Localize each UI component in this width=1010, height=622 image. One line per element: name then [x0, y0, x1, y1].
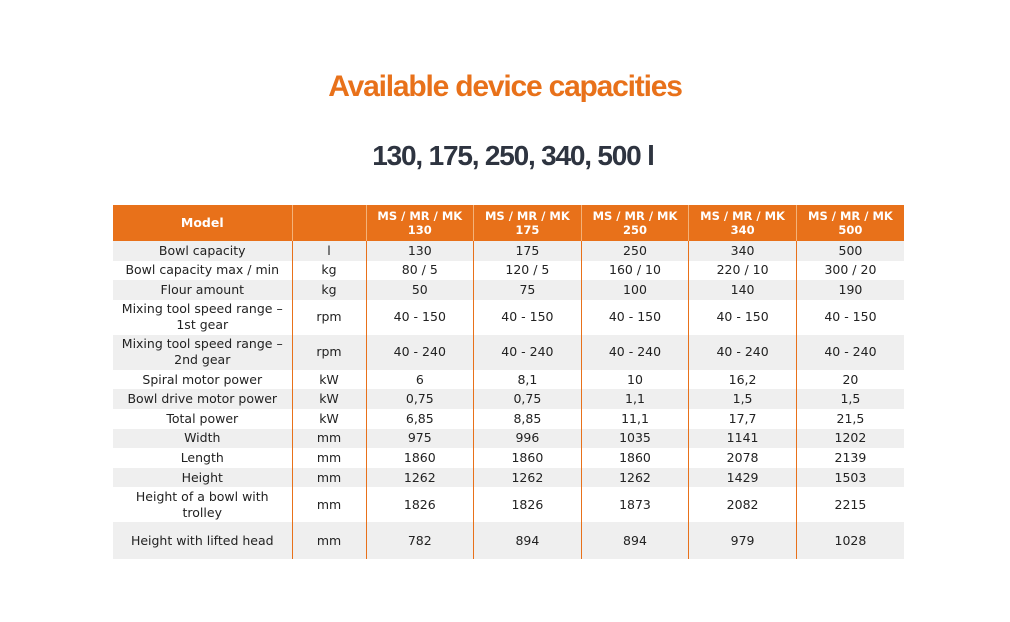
row-value: 120 / 5	[474, 261, 582, 281]
row-value: 21,5	[796, 409, 904, 429]
row-value: 1202	[796, 429, 904, 449]
row-label: Flour amount	[113, 280, 292, 300]
table-row	[113, 335, 904, 370]
header-model-175: MS / MR / MK 175	[474, 205, 582, 241]
row-value: 1,5	[796, 389, 904, 409]
row-value: 17,7	[689, 409, 797, 429]
row-value: 1860	[474, 448, 582, 468]
row-label: Bowl drive motor power	[113, 389, 292, 409]
row-value: 40 - 150	[796, 300, 904, 335]
row-unit: rpm	[292, 300, 366, 335]
row-label: Mixing tool speed range – 2nd gear	[113, 335, 292, 370]
table-row	[113, 389, 904, 409]
row-unit: kW	[292, 389, 366, 409]
row-value: 1826	[366, 487, 474, 522]
header-model-340: MS / MR / MK 340	[689, 205, 797, 241]
row-value: 1141	[689, 429, 797, 449]
table-row	[113, 241, 904, 261]
row-label: Height	[113, 468, 292, 488]
row-value: 1503	[796, 468, 904, 488]
header-unit	[292, 205, 366, 241]
row-value: 40 - 240	[689, 335, 797, 370]
table-row	[113, 522, 904, 559]
row-value: 100	[581, 280, 689, 300]
capacity-table	[113, 205, 904, 559]
row-value: 1,5	[689, 389, 797, 409]
row-value: 1028	[796, 522, 904, 559]
row-unit: kg	[292, 280, 366, 300]
row-value: 1035	[581, 429, 689, 449]
row-value: 20	[796, 370, 904, 390]
table-header-row	[113, 205, 904, 241]
row-value: 782	[366, 522, 474, 559]
header-model-250: MS / MR / MK 250	[581, 205, 689, 241]
row-value: 8,85	[474, 409, 582, 429]
row-value: 8,1	[474, 370, 582, 390]
row-label: Width	[113, 429, 292, 449]
row-value: 1826	[474, 487, 582, 522]
row-label: Total power	[113, 409, 292, 429]
row-value: 2078	[689, 448, 797, 468]
row-value: 1,1	[581, 389, 689, 409]
row-value: 0,75	[474, 389, 582, 409]
row-value: 10	[581, 370, 689, 390]
row-unit: mm	[292, 522, 366, 559]
table-row	[113, 409, 904, 429]
row-value: 975	[366, 429, 474, 449]
row-value: 1429	[689, 468, 797, 488]
row-value: 75	[474, 280, 582, 300]
row-value: 80 / 5	[366, 261, 474, 281]
row-value: 6	[366, 370, 474, 390]
row-value: 16,2	[689, 370, 797, 390]
row-value: 0,75	[366, 389, 474, 409]
table-row	[113, 280, 904, 300]
table-row	[113, 261, 904, 281]
row-unit: l	[292, 241, 366, 261]
row-value: 996	[474, 429, 582, 449]
row-label: Spiral motor power	[113, 370, 292, 390]
header-model-500: MS / MR / MK 500	[796, 205, 904, 241]
row-value: 2139	[796, 448, 904, 468]
row-unit: kg	[292, 261, 366, 281]
row-value: 130	[366, 241, 474, 261]
row-value: 500	[796, 241, 904, 261]
row-value: 894	[581, 522, 689, 559]
row-label: Length	[113, 448, 292, 468]
row-value: 175	[474, 241, 582, 261]
page-title: Available device capacities	[328, 70, 682, 103]
row-label: Bowl capacity	[113, 241, 292, 261]
row-value: 1262	[581, 468, 689, 488]
row-unit: mm	[292, 448, 366, 468]
table-row	[113, 487, 904, 522]
table-row	[113, 429, 904, 449]
row-value: 1860	[581, 448, 689, 468]
row-label: Height with lifted head	[113, 522, 292, 559]
row-value: 40 - 150	[689, 300, 797, 335]
row-value: 140	[689, 280, 797, 300]
table-row	[113, 300, 904, 335]
header-model-130: MS / MR / MK 130	[366, 205, 474, 241]
row-value: 2082	[689, 487, 797, 522]
row-value: 40 - 150	[474, 300, 582, 335]
row-value: 40 - 150	[581, 300, 689, 335]
row-value: 50	[366, 280, 474, 300]
row-unit: mm	[292, 429, 366, 449]
row-value: 1262	[366, 468, 474, 488]
row-unit: kW	[292, 409, 366, 429]
row-value: 894	[474, 522, 582, 559]
row-value: 40 - 240	[366, 335, 474, 370]
row-value: 11,1	[581, 409, 689, 429]
row-unit: mm	[292, 468, 366, 488]
row-value: 250	[581, 241, 689, 261]
row-label: Bowl capacity max / min	[113, 261, 292, 281]
row-value: 40 - 240	[581, 335, 689, 370]
row-value: 1262	[474, 468, 582, 488]
row-label: Mixing tool speed range – 1st gear	[113, 300, 292, 335]
capacity-list: 130, 175, 250, 340, 500 l	[372, 140, 654, 171]
header-model: Model	[113, 205, 292, 241]
row-value: 6,85	[366, 409, 474, 429]
row-value: 2215	[796, 487, 904, 522]
table-row	[113, 468, 904, 488]
row-value: 1860	[366, 448, 474, 468]
row-value: 340	[689, 241, 797, 261]
row-unit: mm	[292, 487, 366, 522]
row-value: 40 - 240	[796, 335, 904, 370]
row-value: 1873	[581, 487, 689, 522]
row-unit: rpm	[292, 335, 366, 370]
row-value: 160 / 10	[581, 261, 689, 281]
row-label: Height of a bowl with trolley	[113, 487, 292, 522]
table-row	[113, 370, 904, 390]
row-value: 40 - 150	[366, 300, 474, 335]
row-value: 190	[796, 280, 904, 300]
row-value: 979	[689, 522, 797, 559]
row-value: 220 / 10	[689, 261, 797, 281]
row-value: 300 / 20	[796, 261, 904, 281]
row-value: 40 - 240	[474, 335, 582, 370]
row-unit: kW	[292, 370, 366, 390]
table-row	[113, 448, 904, 468]
